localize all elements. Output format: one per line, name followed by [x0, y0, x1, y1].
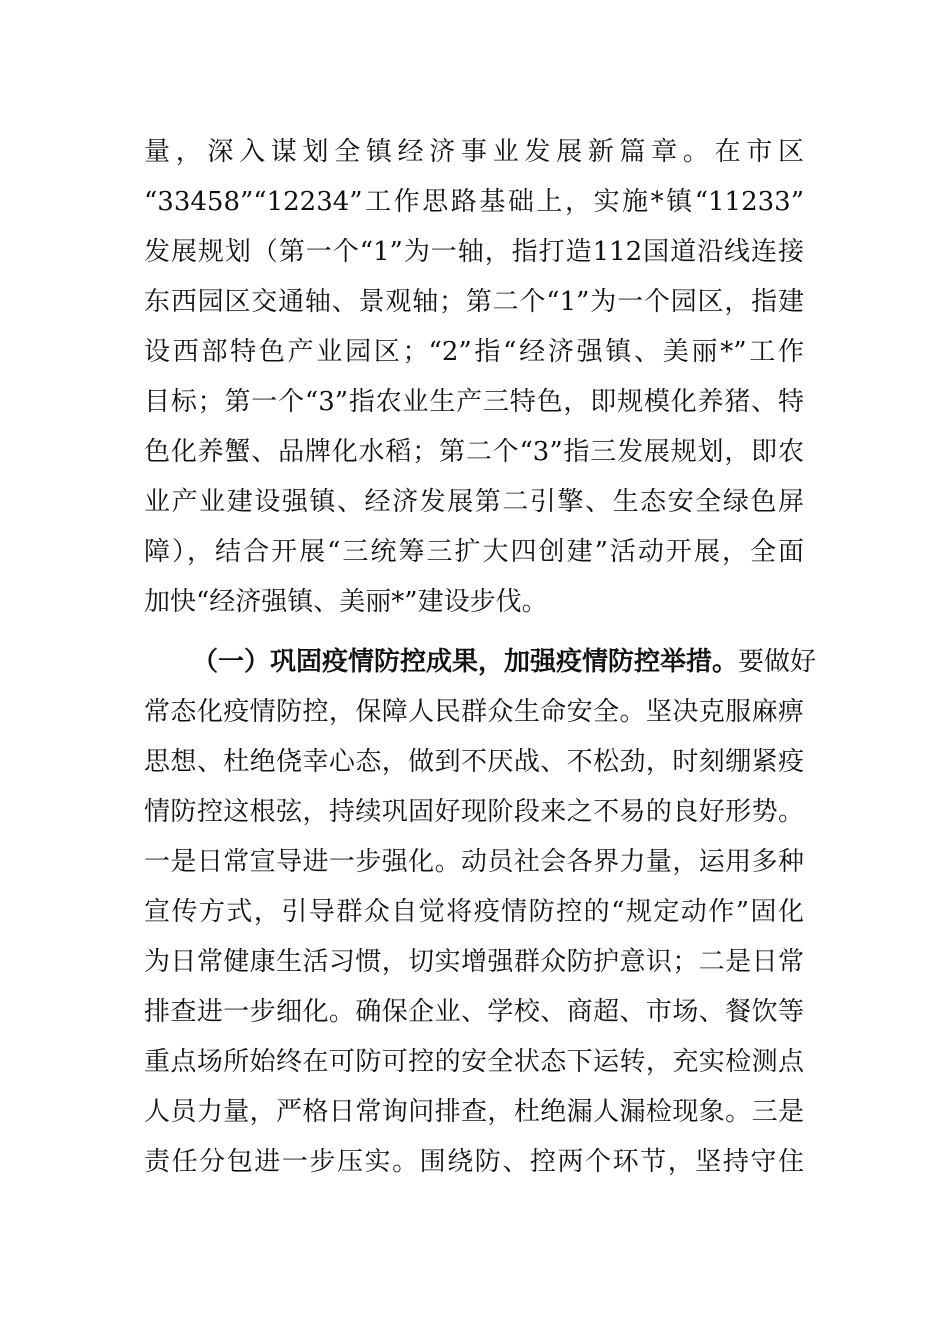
- paragraph-line: 量，深入谋划全镇经济事业发展新篇章。在市区: [144, 137, 804, 167]
- paragraph-line: 情防控这根弦，持续巩固好现阶段来之不易的良好形势。: [144, 797, 804, 827]
- paragraph-line: “33458”“12234”工作思路基础上，实施*镇“11233”: [144, 187, 804, 217]
- paragraph-line: 为日常健康生活习惯，切实增强群众防护意识；二是日常: [144, 947, 804, 977]
- paragraph-line: 加快“经济强镇、美丽*”建设步伐。: [144, 587, 548, 617]
- paragraph-line: 宣传方式，引导群众自觉将疫情防控的“规定动作”固化: [144, 897, 804, 927]
- paragraph-line: 责任分包进一步压实。围绕防、控两个环节，坚持守住: [144, 1147, 804, 1177]
- paragraph-line: 障），结合开展“三统筹三扩大四创建”活动开展，全面: [144, 537, 804, 567]
- section-heading-line: [192, 644, 817, 680]
- paragraph-line: 重点场所始终在可防可控的安全状态下运转，充实检测点: [144, 1047, 804, 1077]
- paragraph-line: 东西园区交通轴、景观轴；第二个“1”为一个园区，指建: [144, 287, 804, 317]
- paragraph-line: 一是日常宣导进一步强化。动员社会各界力量，运用多种: [144, 847, 804, 877]
- paragraph-line: 排查进一步细化。确保企业、学校、商超、市场、餐饮等: [144, 997, 804, 1027]
- paragraph-line: 业产业建设强镇、经济发展第二引擎、生态安全绿色屏: [144, 487, 804, 517]
- paragraph-line: 色化养蟹、品牌化水稻；第二个“3”指三发展规划，即农: [144, 437, 804, 467]
- paragraph-line: 思想、杜绝侥幸心态，做到不厌战、不松劲，时刻绷紧疫: [144, 747, 804, 777]
- paragraph-line: 常态化疫情防控，保障人民群众生命安全。坚决克服麻痹: [144, 697, 804, 727]
- paragraph-line: 发展规划（第一个“1”为一轴，指打造112国道沿线连接: [144, 237, 804, 267]
- paragraph-text: 要做好: [738, 647, 817, 677]
- paragraph-line: 设西部特色产业园区；“2”指“经济强镇、美丽*”工作: [144, 337, 804, 367]
- section-heading: （一）巩固疫情防控成果，加强疫情防控举措。: [192, 647, 739, 677]
- paragraph-line: 人员力量，严格日常询问排查，杜绝漏人漏检现象。三是: [144, 1097, 804, 1127]
- paragraph-line: 目标；第一个“3”指农业生产三特色，即规模化养猪、特: [144, 387, 804, 417]
